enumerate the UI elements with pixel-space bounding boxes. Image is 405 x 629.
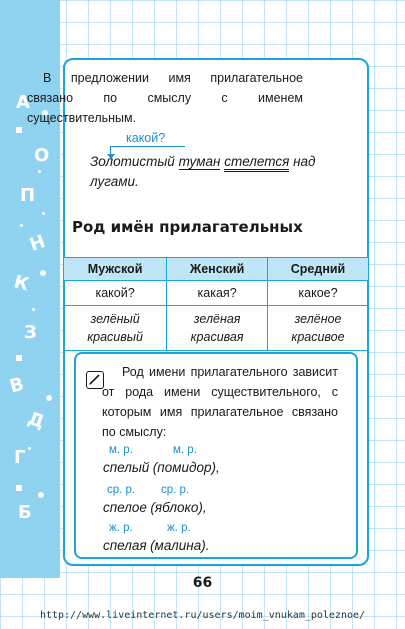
example-adjective: зелёная (193, 312, 241, 326)
table-cell: какая? (167, 281, 268, 306)
rule-example (103, 484, 207, 515)
page-number: 66 (192, 575, 213, 591)
example-word-adjective: Золотистый (90, 154, 175, 169)
example-word-subject: туман (178, 154, 221, 169)
table-header: Женский (167, 258, 268, 281)
decor-dot (16, 127, 22, 133)
example-adjective: красивый (87, 330, 143, 344)
strip-letter: З (24, 322, 37, 343)
strip-letter: К (11, 271, 32, 296)
decor-dot (16, 355, 22, 361)
rule-adjective: спелый (103, 460, 150, 475)
example-adjective: красивое (291, 330, 345, 344)
gender-tag: ж. р. (167, 522, 191, 534)
rule-noun: (яблоко), (150, 500, 207, 515)
rule-example (103, 444, 220, 475)
strip-letter: О (34, 145, 50, 166)
strip-letter: В (7, 373, 27, 398)
rule-noun: (помидор), (152, 460, 220, 475)
table-row (64, 281, 369, 306)
strip-letter: А (16, 92, 30, 113)
strip-letter: Д (24, 407, 48, 434)
decor-dot (28, 447, 31, 450)
table-header: Средний (268, 258, 369, 281)
decor-dot (38, 492, 44, 498)
rule-example (103, 522, 209, 553)
intro-paragraph: В предложении имя прилагательное связано по смыслу с именем существительным. (27, 71, 303, 125)
decor-dot (40, 270, 46, 276)
strip-letter: Н (26, 231, 49, 256)
watermark-url: http://www.liveinternet.ru/users/moim_vnukam_poleznoe/ (39, 610, 366, 621)
table-cell: какое? (268, 281, 369, 306)
rule-text: Род имени прилагательного зависит от рода имени существительного, с которым имя прилагательное связано по смыслу: (102, 365, 338, 439)
gender-tag: ср. р. (107, 484, 136, 496)
table-header: Мужской (64, 258, 167, 281)
rule-noun: (малина). (150, 538, 210, 553)
gender-tag: ср. р. (161, 484, 190, 496)
strip-letter: Г (14, 447, 26, 468)
strip-letter: Б (18, 502, 32, 523)
example-adjective: зелёное (294, 312, 342, 326)
decor-dot (38, 170, 41, 173)
decor-dot (46, 395, 52, 401)
decor-dot (16, 485, 22, 491)
decor-dot (32, 308, 35, 311)
example-word-tail: над лугами. (90, 154, 316, 189)
strip-letter: П (20, 185, 36, 206)
table-row (64, 306, 369, 351)
gender-tag: ж. р. (109, 522, 133, 534)
decor-dot (20, 224, 23, 227)
decor-dot (42, 212, 45, 215)
example-adjective: красивая (190, 330, 244, 344)
table-cell: какой? (64, 281, 167, 306)
example-sentence (90, 152, 360, 192)
table-cell (268, 306, 369, 351)
gender-tag: м. р. (173, 444, 197, 456)
table-cell (64, 306, 167, 351)
example-adjective: зелёный (90, 312, 140, 326)
rule-adjective: спелое (103, 500, 147, 515)
question-label: какой? (126, 131, 166, 145)
table-cell (167, 306, 268, 351)
section-title: Род имён прилагательных (72, 218, 303, 236)
gender-tag: м. р. (109, 444, 133, 456)
example-word-predicate: стелется (224, 154, 289, 172)
table-header-row (64, 258, 369, 281)
rule-adjective: спелая (103, 538, 147, 553)
gender-table (63, 257, 369, 351)
